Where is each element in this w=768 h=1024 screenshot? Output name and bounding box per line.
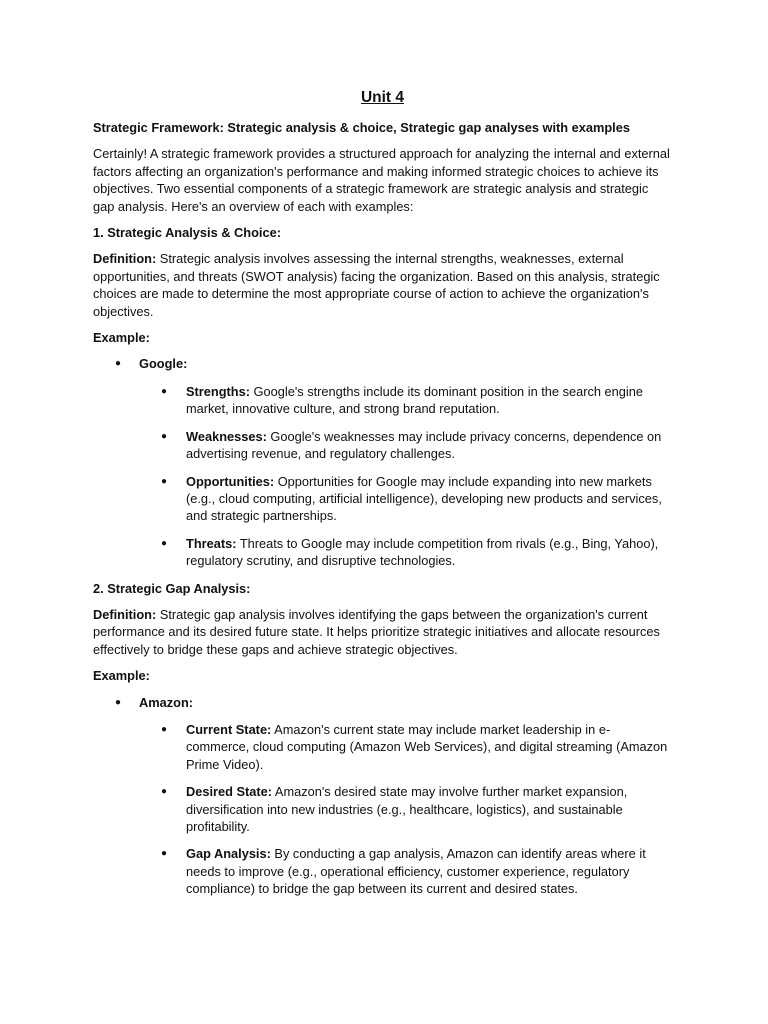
item-text: Amazon's desired state may involve further market expansion, diversification into new industries (e.g., healthcare, logistics), and sustainable profitability.	[186, 784, 628, 834]
list-item-amazon	[93, 694, 672, 898]
swot-list	[139, 383, 672, 570]
bullet-icon: ●	[161, 723, 168, 735]
bullet-icon: ●	[161, 848, 168, 860]
item-text: Opportunities for Google may include expanding into new markets (e.g., cloud computing, artificial intelligence), developing new products and services, and strategic partnerships.	[186, 473, 662, 524]
definition-paragraph-gap-analysis	[93, 606, 672, 658]
list-item-desired-state	[139, 783, 672, 835]
item-label: Strengths:	[186, 383, 250, 399]
list-item-current-state	[139, 721, 672, 773]
item-text: Threats to Google may include competition from rivals (e.g., Bing, Yahoo), regulatory scrutiny, and disruptive technologies.	[186, 535, 659, 569]
example-list-google	[93, 355, 672, 569]
bullet-icon: ●	[161, 786, 168, 798]
definition-label: Definition:	[93, 606, 157, 622]
bullet-icon: ●	[161, 475, 168, 487]
item-text: Google's weaknesses may include privacy concerns, dependence on advertising revenue, and regulatory challenges.	[186, 428, 662, 462]
definition-text: Strategic gap analysis involves identifying the gaps between the organization's current performance and its desired future state. It helps prioritize strategic initiatives and allocate resources effectively to bridge these gaps and achieve strategic objectives.	[93, 606, 660, 657]
item-label: Opportunities:	[186, 473, 275, 489]
example-list-amazon	[93, 694, 672, 898]
item-text: Google's strengths include its dominant position in the search engine market, innovative culture, and strong brand reputation.	[186, 383, 643, 417]
bullet-icon: ●	[115, 358, 122, 370]
list-item-opportunities	[139, 473, 672, 525]
definition-paragraph-strategic-analysis	[93, 250, 672, 320]
list-item-threats	[139, 535, 672, 570]
bullet-icon: ●	[161, 385, 168, 397]
company-label-google: Google:	[139, 356, 188, 372]
example-label: Example:	[93, 668, 150, 684]
list-item-google	[93, 355, 672, 569]
section-heading-gap-analysis: 2. Strategic Gap Analysis:	[93, 580, 251, 596]
example-label: Example:	[93, 330, 150, 346]
item-text: Amazon's current state may include market leadership in e-commerce, cloud computing (Amazon Web Services), and digital streaming (Amazon Prime Video).	[186, 721, 668, 772]
definition-label: Definition:	[93, 251, 157, 267]
item-label: Current State:	[186, 721, 272, 737]
document-subtitle: Strategic Framework: Strategic analysis & choice, Strategic gap analyses with examples	[93, 120, 630, 135]
list-item-weaknesses	[139, 428, 672, 463]
definition-text: Strategic analysis involves assessing the internal strengths, weaknesses, external opportunities, and threats (SWOT analysis) facing the organization. Based on this analysis, strategic choices are made to determine the most appropriate course of action to achieve the organization's objectives.	[93, 251, 660, 319]
list-item-strengths	[139, 383, 672, 418]
item-label: Threats:	[186, 535, 237, 551]
item-label: Desired State:	[186, 784, 273, 800]
item-text: By conducting a gap analysis, Amazon can identify areas where it needs to improve (e.g., operational efficiency, customer experience, regulatory compliance) to bridge the gap between its current and desired states.	[186, 846, 646, 897]
item-label: Gap Analysis:	[186, 846, 271, 862]
intro-paragraph: Certainly! A strategic framework provides a structured approach for analyzing the internal and external factors affecting an organization's performance and making informed strategic choices to achieve its objectives. Two essential components of a strategic framework are strategic analysis and strategic gap analysis. Here's an overview of each with examples:	[93, 146, 670, 214]
list-item-gap-analysis	[139, 845, 672, 897]
section-heading-strategic-analysis: 1. Strategic Analysis & Choice:	[93, 225, 281, 241]
bullet-icon: ●	[161, 430, 168, 442]
item-label: Weaknesses:	[186, 428, 267, 444]
bullet-icon: ●	[115, 696, 122, 708]
gap-list	[139, 721, 672, 898]
company-label-amazon: Amazon:	[139, 694, 194, 710]
page-title: Unit 4	[360, 89, 405, 106]
bullet-icon: ●	[161, 537, 168, 549]
